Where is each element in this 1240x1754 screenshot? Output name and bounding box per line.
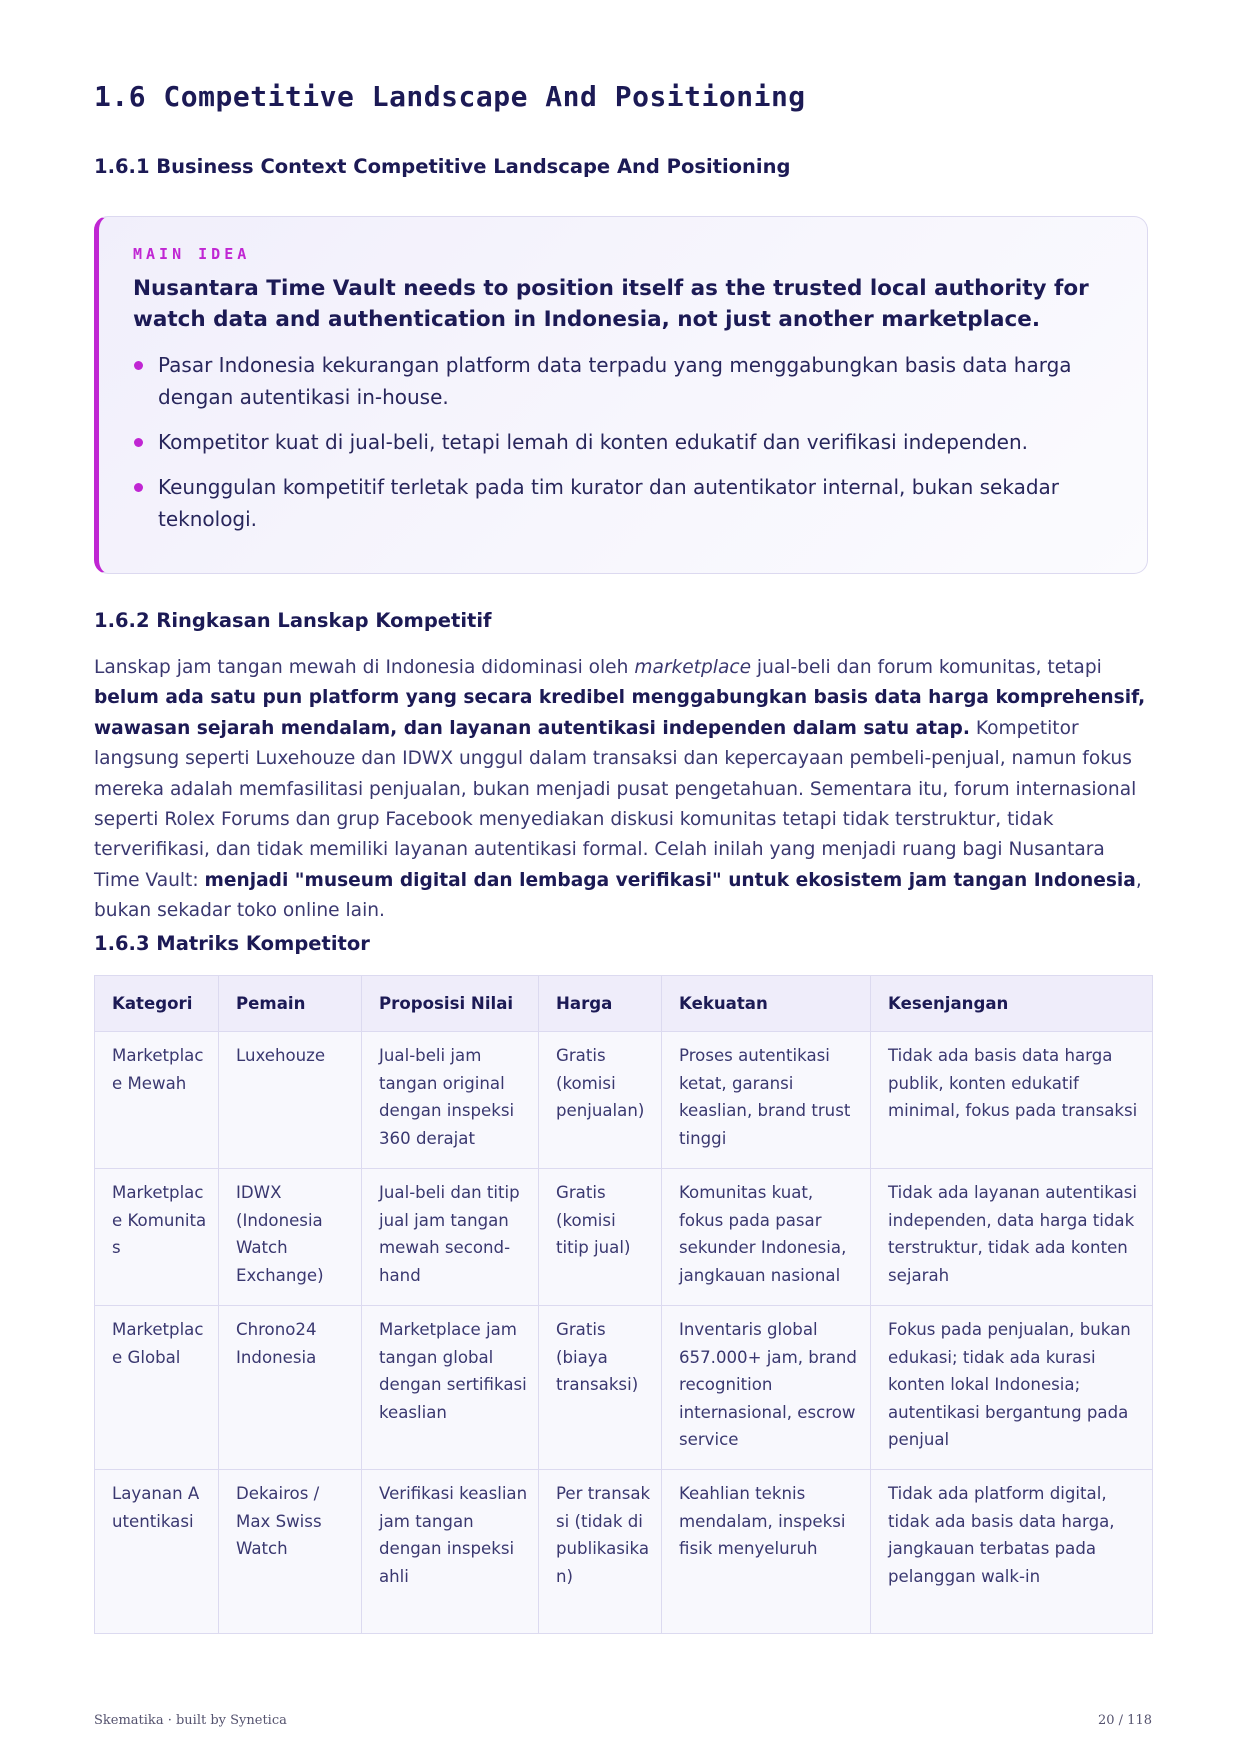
subsection-title-business-context: 1.6.1 Business Context Competitive Landscape And Positioning	[94, 155, 791, 178]
bullet-text: Kompetitor kuat di jual-beli, tetapi lemah di konten edukatif dan verifikasi independen.	[158, 430, 1028, 454]
table-row	[95, 1470, 1153, 1634]
table-cell: Fokus pada penjualan, bukan edukasi; tidak ada kurasi konten lokal Indonesia; autentikasi bergantung pada penjual	[871, 1306, 1153, 1470]
section-title: 1.6 Competitive Landscape And Positioning	[94, 80, 806, 113]
landscape-summary-paragraph	[94, 653, 1156, 927]
main-idea-headline: Nusantara Time Vault needs to position itself as the trusted local authority for watch data and authentication in Indonesia, not just another marketplace.	[133, 276, 1089, 332]
table-cell: Verifikasi keaslian jam tangan dengan inspeksi ahli	[362, 1470, 539, 1634]
paragraph-text: jual-beli dan forum komunitas, tetapi	[751, 657, 1102, 678]
main-idea-bullet	[133, 471, 1111, 535]
column-header: Kekuatan	[662, 976, 871, 1032]
table-cell: Marketplace Global	[95, 1306, 219, 1470]
footer-brand: Skematika · built by Synetica	[94, 1713, 287, 1728]
bullet-dot-icon	[134, 483, 143, 492]
subsection-title-summary: 1.6.2 Ringkasan Lanskap Kompetitif	[94, 609, 492, 632]
table-header-row	[95, 976, 1153, 1032]
bullet-dot-icon	[134, 361, 143, 370]
paragraph-text: Lanskap jam tangan mewah di Indonesia didominasi oleh	[94, 657, 635, 678]
table-cell: Gratis (komisi titip jual)	[539, 1169, 662, 1306]
table-cell: Gratis (komisi penjualan)	[539, 1032, 662, 1169]
table-cell: Per transaksi (tidak dipublikasikan)	[539, 1470, 662, 1634]
table-cell: Dekairos / Max Swiss Watch	[219, 1470, 362, 1634]
column-header: Harga	[539, 976, 662, 1032]
paragraph-bold: menjadi "museum digital dan lembaga verifikasi" untuk ekosistem jam tangan Indonesia	[204, 869, 1136, 891]
column-header: Pemain	[219, 976, 362, 1032]
table-cell: Tidak ada platform digital, tidak ada basis data harga, jangkauan terbatas pada pelanggan walk-in	[871, 1470, 1153, 1634]
paragraph-bold: belum ada satu pun platform yang secara kredibel menggabungkan basis data harga komprehensif, wawasan sejarah mendalam, dan layanan autentikasi independen dalam satu atap.	[94, 687, 1146, 739]
table-cell: Layanan Autentikasi	[95, 1470, 219, 1634]
bullet-dot-icon	[134, 438, 143, 447]
paragraph-text: , bukan sekadar toko online lain.	[94, 869, 1142, 922]
table-cell: Tidak ada basis data harga publik, konten edukatif minimal, fokus pada transaksi	[871, 1032, 1153, 1169]
competitor-matrix-table	[94, 975, 1153, 1634]
table-cell: Luxehouze	[219, 1032, 362, 1169]
table-cell: Marketplace Mewah	[95, 1032, 219, 1169]
main-idea-bullet-list	[133, 349, 1111, 535]
main-idea-bullet	[133, 349, 1111, 413]
table-cell: Proses autentikasi ketat, garansi keaslian, brand trust tinggi	[662, 1032, 871, 1169]
table-cell: Tidak ada layanan autentikasi independen, data harga tidak terstruktur, tidak ada konten sejarah	[871, 1169, 1153, 1306]
table-cell: Inventaris global 657.000+ jam, brand recognition internasional, escrow service	[662, 1306, 871, 1470]
bullet-text: Keunggulan kompetitif terletak pada tim kurator dan autentikator internal, bukan sekadar teknologi.	[158, 475, 1060, 531]
main-idea-eyebrow: MAIN IDEA	[133, 245, 251, 263]
column-header: Proposisi Nilai	[362, 976, 539, 1032]
table-cell: Marketplace Komunitas	[95, 1169, 219, 1306]
table-cell: Jual-beli jam tangan original dengan inspeksi 360 derajat	[362, 1032, 539, 1169]
table-cell: Chrono24 Indonesia	[219, 1306, 362, 1470]
table-cell: Komunitas kuat, fokus pada pasar sekunder Indonesia, jangkauan nasional	[662, 1169, 871, 1306]
paragraph-emphasis: marketplace	[634, 657, 752, 678]
paragraph-text: Kompetitor langsung seperti Luxehouze dan IDWX unggul dalam transaksi dan kepercayaan pembeli-penjual, namun fokus mereka adalah memfasilitasi penjualan, bukan menjadi pusat pengetahuan. Sementara itu, forum internasional seperti Rolex Forums dan grup Facebook menyediakan diskusi komunitas tetapi tidak terstruktur, tidak terverifikasi, dan tidak memiliki layanan autentikasi formal. Celah inilah yang menjadi ruang bagi Nusantara Time Vault:	[94, 717, 1137, 891]
main-idea-bullet	[133, 426, 1111, 458]
main-idea-callout	[94, 216, 1148, 574]
table-cell: Keahlian teknis mendalam, inspeksi fisik menyeluruh	[662, 1470, 871, 1634]
table-cell: Gratis (biaya transaksi)	[539, 1306, 662, 1470]
column-header: Kesenjangan	[871, 976, 1153, 1032]
table-cell: Jual-beli dan titip jual jam tangan mewah second-hand	[362, 1169, 539, 1306]
table-cell: IDWX (Indonesia Watch Exchange)	[219, 1169, 362, 1306]
subsection-title-matrix: 1.6.3 Matriks Kompetitor	[94, 932, 370, 955]
page-number: 20 / 118	[1098, 1713, 1152, 1728]
table-row	[95, 1169, 1153, 1306]
table-row	[95, 1032, 1153, 1169]
table-row	[95, 1306, 1153, 1470]
column-header: Kategori	[95, 976, 219, 1032]
table-cell: Marketplace jam tangan global dengan sertifikasi keaslian	[362, 1306, 539, 1470]
bullet-text: Pasar Indonesia kekurangan platform data terpadu yang menggabungkan basis data harga dengan autentikasi in-house.	[158, 353, 1072, 409]
